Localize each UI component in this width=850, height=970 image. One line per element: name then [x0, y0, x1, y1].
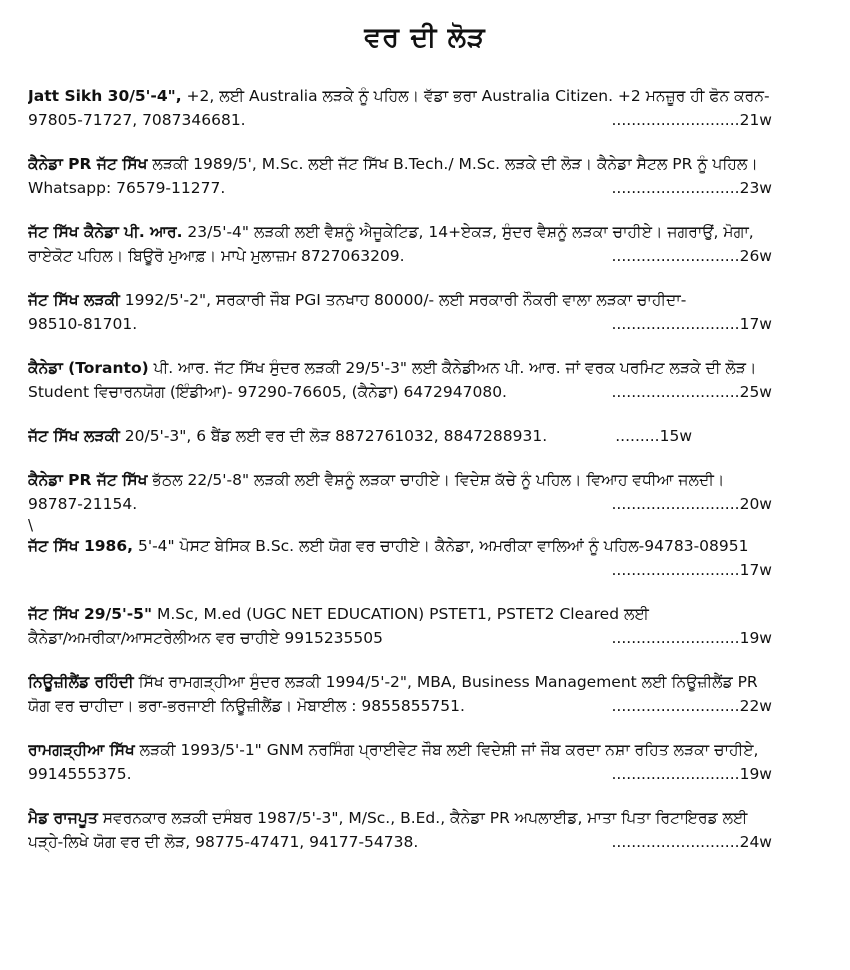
ad-body: ਲੜਕੀ 1989/5', M.Sc. ਲਈ ਜੱਟ ਸਿੱਖ B.Tech./ M.Sc. ਲੜਕੇ ਦੀ ਲੋੜ। ਕੈਨੇਡਾ ਸੈਟਲ PR ਨੂੰ ਪਹਿਲ।: [147, 155, 758, 173]
ad-body: ਪੀ. ਆਰ. ਜੱਟ ਸਿੱਖ ਸੁੰਦਰ ਲੜਕੀ 29/5'-3" ਲਈ ਕੈਨੇਡੀਅਨ ਪੀ. ਆਰ. ਜਾਂ ਵਰਕ ਪਰਮਿਟ ਲੜਕੇ ਦੀ ਲੋੜ।: [148, 359, 757, 377]
ad-text: [28, 288, 822, 312]
ad-text: [28, 806, 822, 830]
ad-heading: ਜੱਟ ਸਿੱਖ 29/5'-5": [28, 605, 153, 623]
stray-mark: \: [28, 516, 34, 534]
ad-contact: ਪੜ੍ਹੇ-ਲਿਖੇ ਯੋਗ ਵਰ ਦੀ ਲੋੜ, 98775-47471, 94177-54738.: [28, 833, 419, 851]
ad-body: ਭੱਠਲ 22/5'-8" ਲੜਕੀ ਲਈ ਵੈਸ਼ਨੂੰ ਲੜਕਾ ਚਾਹੀਏ। ਵਿਦੇਸ਼ ਕੱਚੇ ਨੂੰ ਪਹਿਲ। ਵਿਆਹ ਵਧੀਆ ਜਲਦੀ।: [147, 471, 725, 489]
ad-body: 20/5'-3", 6 ਬੈਂਡ ਲਈ ਵਰ ਦੀ ਲੋੜ 8872761032, 8847288931.: [119, 427, 548, 445]
ad-code: ..........................17w: [611, 315, 772, 333]
ad-contact: 9914555375.: [28, 765, 132, 783]
ad-body: 1992/5'-2", ਸਰਕਾਰੀ ਜੌਬ PGI ਤਨਖਾਹ 80000/- ਲਈ ਸਰਕਾਰੀ ਨੌਕਰੀ ਵਾਲਾ ਲੜਕਾ ਚਾਹੀਦਾ-: [119, 291, 687, 309]
classified-ad: [28, 534, 822, 582]
ad-contact: Student ਵਿਚਾਰਨਯੋਗ (ਇੰਡੀਆ)- 97290-76605, (ਕੈਨੇਡਾ) 6472947080.: [28, 383, 507, 401]
classified-ad: [28, 468, 822, 516]
ad-body: +2, ਲਈ Australia ਲੜਕੇ ਨੂੰ ਪਹਿਲ। ਵੱਡਾ ਭਰਾ Australia Citizen. +2 ਮਨਜ਼ੂਰ ਹੀ ਫੋਨ ਕਰਨ-: [181, 87, 770, 105]
ad-footer: [28, 626, 822, 650]
ad-text: [28, 468, 822, 492]
classified-ad: [28, 602, 822, 650]
ad-code: ..........................24w: [611, 833, 772, 851]
ad-heading: ਜੱਟ ਸਿੱਖ ਲੜਕੀ: [28, 291, 120, 309]
ad-contact: 98510-81701.: [28, 315, 138, 333]
ad-heading: ਜੱਟ ਸਿੱਖ 1986,: [28, 537, 134, 555]
classified-ad: [28, 670, 822, 718]
ad-contact: 98787-21154.: [28, 495, 138, 513]
ad-body: ਸਿੱਖ ਰਾਮਗੜ੍ਹੀਆ ਸੁੰਦਰ ਲੜਕੀ 1994/5'-2", MBA, Business Management ਲਈ ਨਿਊਜ਼ੀਲੈਂਡ PR: [133, 673, 758, 691]
ad-body: 23/5'-4" ਲੜਕੀ ਲਈ ਵੈਸ਼ਨੂੰ ਐਜੂਕੇਟਿਡ, 14+ਏਕੜ, ਸੁੰਦਰ ਵੈਸ਼ਨੂੰ ਲੜਕਾ ਚਾਹੀਏ। ਜਗਰਾਉਂ, ਮੋਗਾ,: [182, 223, 754, 241]
ad-code: ..........................26w: [611, 247, 772, 265]
ad-footer: [28, 176, 822, 200]
classified-ad: [28, 424, 822, 448]
ad-text: [28, 670, 822, 694]
ad-code: ..........................19w: [611, 629, 772, 647]
ad-code: ..........................17w: [611, 561, 772, 579]
ad-heading: ਨਿਊਜ਼ੀਲੈਂਡ ਰਹਿੰਦੀ: [28, 673, 134, 691]
ad-code: ..........................21w: [611, 111, 772, 129]
ad-code: ..........................22w: [611, 697, 772, 715]
ad-heading: ਕੈਨੇਡਾ (Toranto): [28, 359, 149, 377]
classified-ad: [28, 738, 822, 786]
ad-text: [28, 152, 822, 176]
ad-heading: ਮੈਡ ਰਾਜਪੂਤ: [28, 809, 98, 827]
ad-contact: 97805-71727, 7087346681.: [28, 111, 246, 129]
ad-contact: ਰਾਏਕੋਟ ਪਹਿਲ। ਬਿਊਰੋ ਮੁਆਫ਼। ਮਾਪੇ ਮੁਲਾਜ਼ਮ 8727063209.: [28, 247, 405, 265]
ad-heading: ਰਾਮਗੜ੍ਹੀਆ ਸਿੱਖ: [28, 741, 135, 759]
ad-heading: Jatt Sikh 30/5'-4",: [28, 87, 182, 105]
ad-text: [28, 220, 822, 244]
ad-code: ..........................20w: [611, 495, 772, 513]
ad-contact: ਯੋਗ ਵਰ ਚਾਹੀਦਾ। ਭਰਾ-ਭਰਜਾਈ ਨਿਊਜ਼ੀਲੈਂਡ। ਮੋਬਾਈਲ : 9855855751.: [28, 697, 465, 715]
ad-body: 5'-4" ਪੋਸਟ ਬੇਸਿਕ B.Sc. ਲਈ ਯੋਗ ਵਰ ਚਾਹੀਏ। ਕੈਨੇਡਾ, ਅਮਰੀਕਾ ਵਾਲਿਆਂ ਨੂੰ ਪਹਿਲ-94783-08951: [133, 537, 749, 555]
ad-footer: [28, 762, 822, 786]
ad-heading: ਕੈਨੇਡਾ PR ਜੱਟ ਸਿੱਖ: [28, 471, 148, 489]
ad-code: ..........................25w: [611, 383, 772, 401]
ad-footer: [28, 380, 822, 404]
classified-ad: [28, 288, 822, 336]
ad-code: .........15w: [615, 427, 692, 445]
ad-footer: [28, 830, 822, 854]
ad-text: [28, 534, 822, 558]
ad-text: [28, 84, 822, 108]
ad-footer: [28, 558, 822, 582]
ad-heading: ਜੱਟ ਸਿੱਖ ਕੈਨੇਡਾ ਪੀ. ਆਰ.: [28, 223, 183, 241]
ad-footer: [28, 492, 822, 516]
ad-text: [28, 356, 822, 380]
ad-text: [28, 738, 822, 762]
ad-code: ..........................23w: [611, 179, 772, 197]
ad-text: [28, 424, 822, 448]
ad-heading: ਕੈਨੇਡਾ PR ਜੱਟ ਸਿੱਖ: [28, 155, 148, 173]
ad-footer: [28, 244, 822, 268]
ad-footer: [28, 108, 822, 132]
ad-body: ਸਵਰਨਕਾਰ ਲੜਕੀ ਦਸੰਬਰ 1987/5'-3", M/Sc., B.Ed., ਕੈਨੇਡਾ PR ਅਪਲਾਈਡ, ਮਾਤਾ ਪਿਤਾ ਰਿਟਾਇਰਡ ਲਈ: [97, 809, 748, 827]
classified-ad: [28, 806, 822, 854]
ad-footer: [28, 312, 822, 336]
ad-text: [28, 602, 822, 626]
ad-contact: Whatsapp: 76579-11277.: [28, 179, 226, 197]
ad-body: M.Sc, M.ed (UGC NET EDUCATION) PSTET1, PSTET2 Cleared ਲਈ: [152, 605, 649, 623]
ad-footer: [28, 694, 822, 718]
ad-contact: [28, 558, 602, 582]
page-title: ਵਰ ਦੀ ਲੋੜ: [364, 22, 486, 53]
classified-ad: [28, 220, 822, 268]
ad-body: ਲੜਕੀ 1993/5'-1" GNM ਨਰਸਿੰਗ ਪ੍ਰਾਈਵੇਟ ਜੌਬ ਲਈ ਵਿਦੇਸ਼ੀ ਜਾਂ ਜੌਬ ਕਰਦਾ ਨਸ਼ਾ ਰਹਿਤ ਲੜਕਾ ਚਾਹੀਏ,: [134, 741, 759, 759]
ad-code: ..........................19w: [611, 765, 772, 783]
ad-contact: ਕੈਨੇਡਾ/ਅਮਰੀਕਾ/ਆਸਟਰੇਲੀਅਨ ਵਰ ਚਾਹੀਏ 9915235505: [28, 629, 383, 647]
classified-ad: [28, 152, 822, 200]
classified-ad: [28, 84, 822, 132]
classified-ad: [28, 356, 822, 404]
ad-heading: ਜੱਟ ਸਿੱਖ ਲੜਕੀ: [28, 427, 120, 445]
